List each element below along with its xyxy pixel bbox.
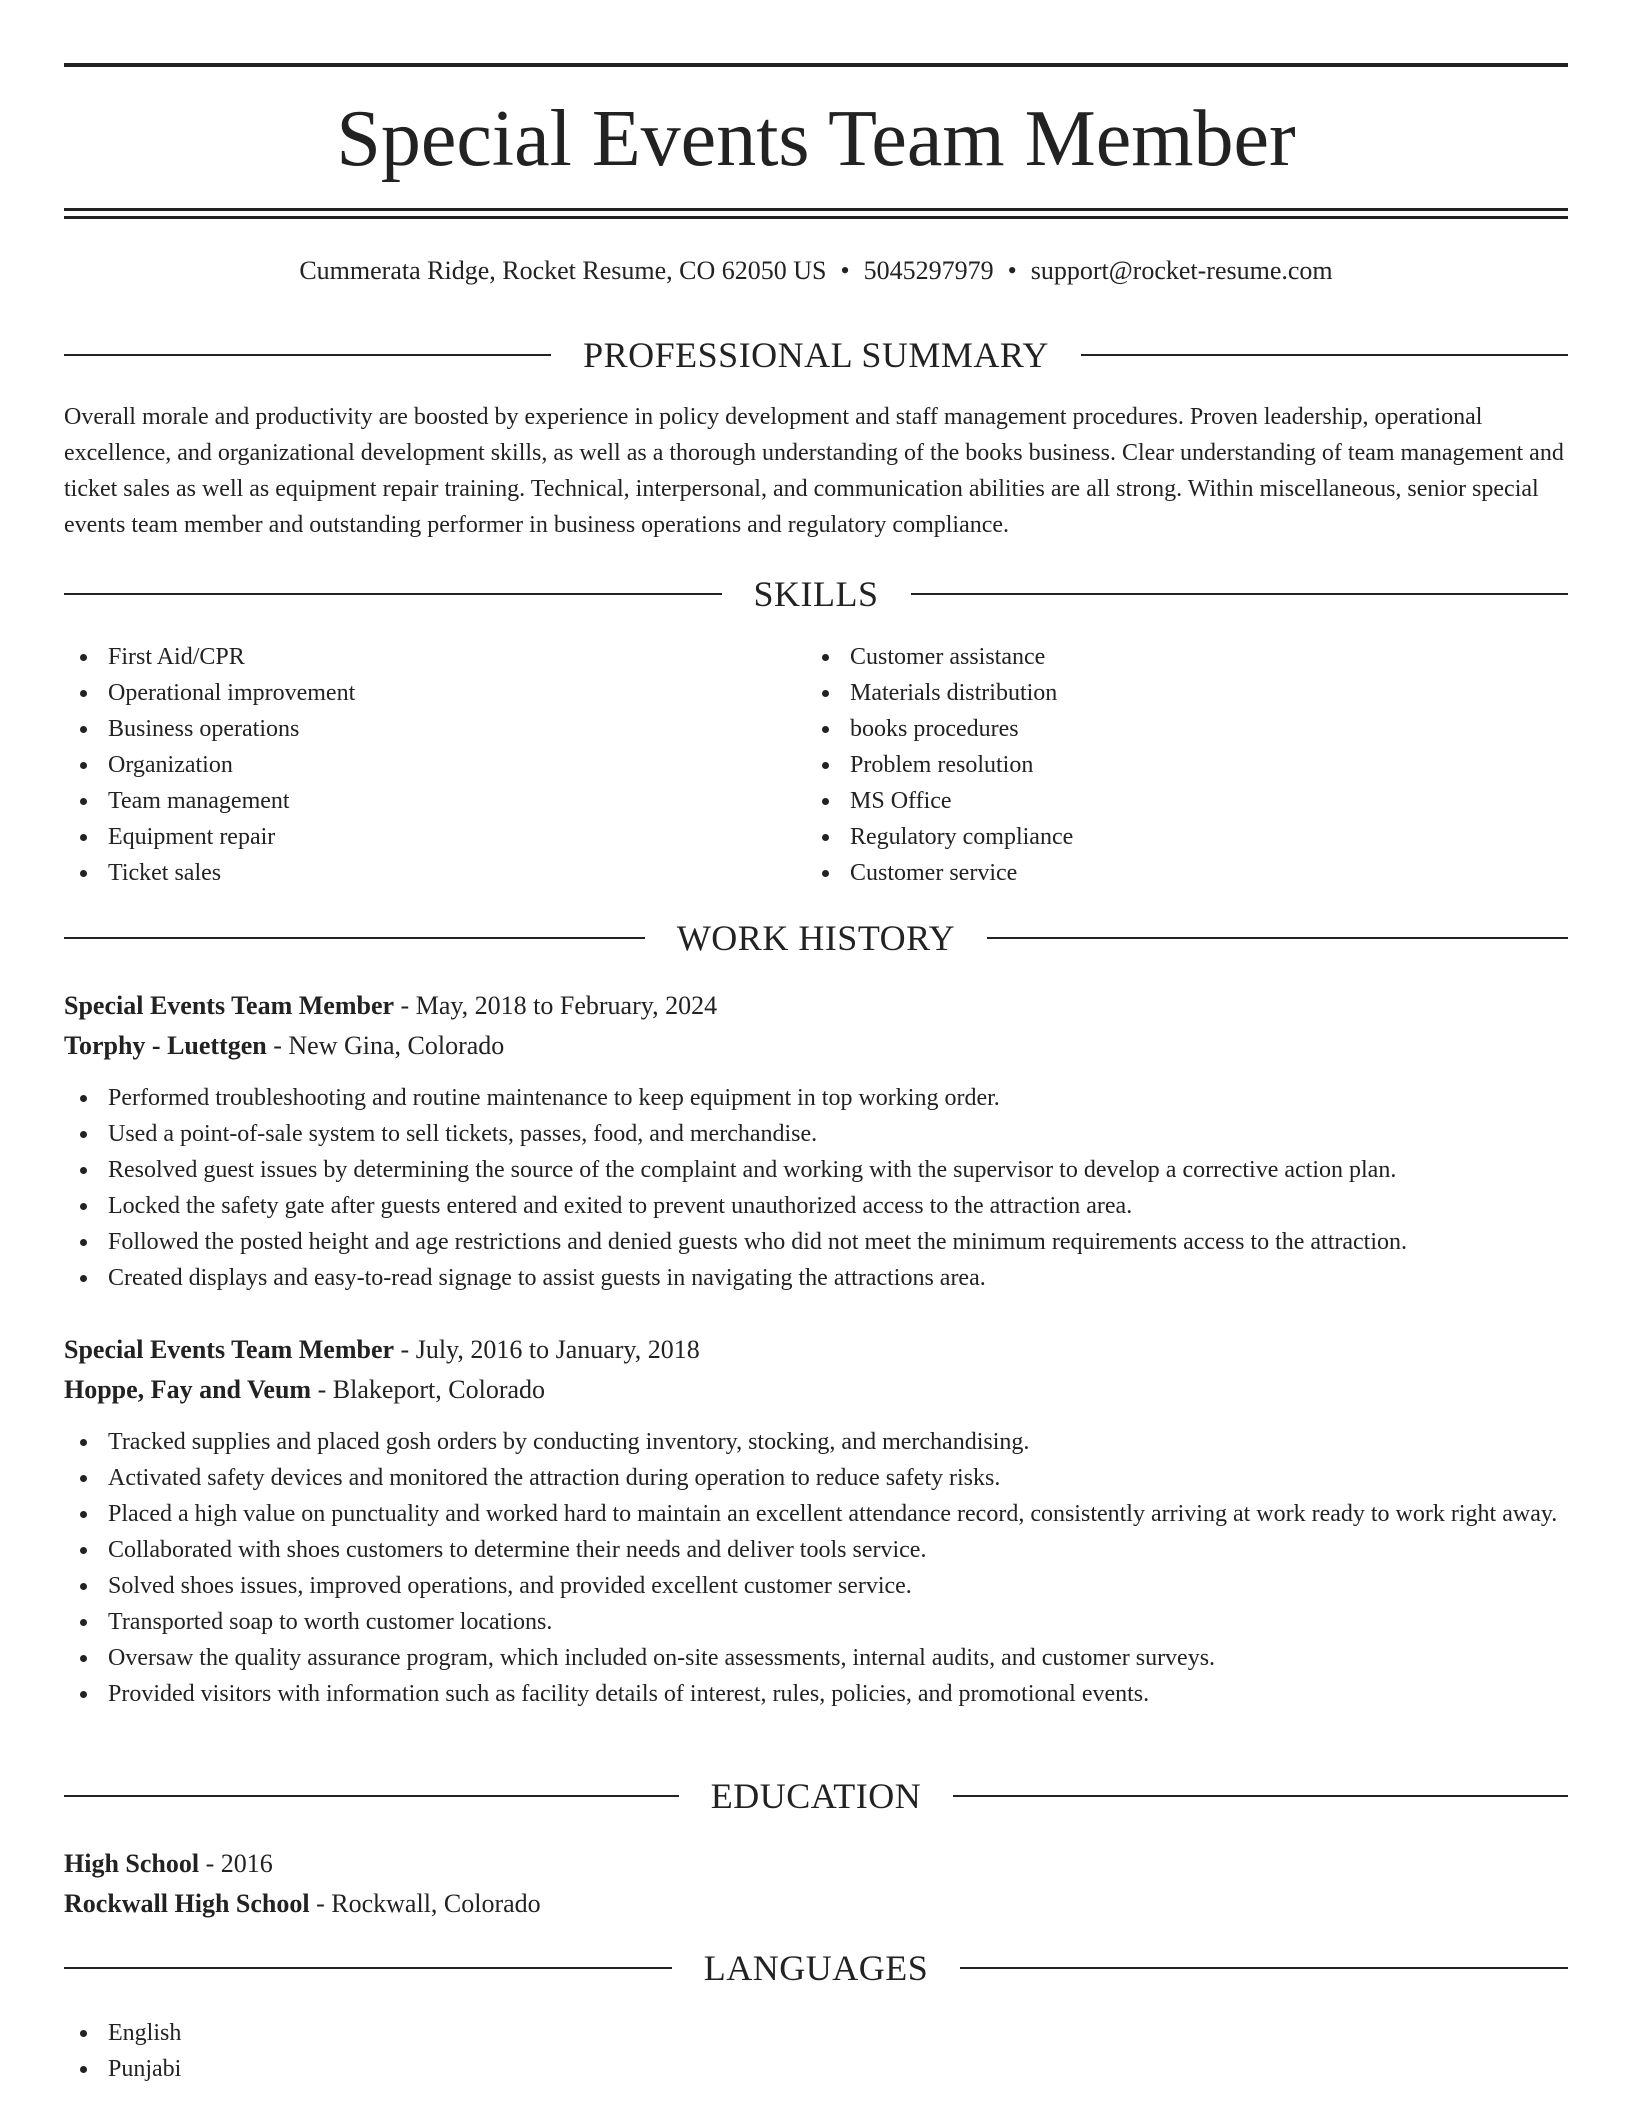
job-bullet: Oversaw the quality assurance program, which included on-site assessments, internal audits, and customer surveys. [64,1640,1568,1676]
skill-item: Team management [64,783,764,819]
bullet-icon [80,654,87,661]
section-rule-right [1081,354,1568,356]
languages-heading: LANGUAGES [703,1948,929,1988]
job-bullet: Created displays and easy-to-read signage to assist guests in navigating the attractions area. [64,1260,1568,1296]
bullet-icon [822,798,829,805]
job-location: Blakeport, Colorado [332,1375,546,1404]
skills-section-header [64,570,1568,618]
bullet-icon [822,834,829,841]
bullet-icon [80,690,87,697]
summary-section-header [64,331,1568,379]
bullet-icon [822,654,829,661]
job-bullet: Activated safety devices and monitored the attraction during operation to reduce safety risks. [64,1460,1568,1496]
bullet-icon [80,834,87,841]
education-degree: High School [64,1849,200,1878]
contact-separator: • [840,256,850,285]
bullet-icon [80,1583,87,1590]
job-title: Special Events Team Member [64,991,395,1020]
skill-item: Ticket sales [64,855,764,891]
bullet-icon [80,2066,87,2073]
section-rule-right [960,1967,1568,1969]
job-bullet: Used a point-of-sale system to sell tickets, passes, food, and merchandise. [64,1116,1568,1152]
education-school-line: Rockwall High School - Rockwall, Colorado [64,1889,541,1918]
skill-item: Organization [64,747,764,783]
language-item: Punjabi [64,2051,764,2087]
bullet-icon [80,1475,87,1482]
bullet-icon [822,870,829,877]
job-bullet: Transported soap to worth customer locations. [64,1604,1568,1640]
bullet-icon [80,1547,87,1554]
job-bullet: Performed troubleshooting and routine maintenance to keep equipment in top working order. [64,1080,1568,1116]
summary-heading: PROFESSIONAL SUMMARY [583,335,1049,375]
bullet-icon [80,1691,87,1698]
section-rule-right [987,937,1568,939]
job-company: Hoppe, Fay and Veum [64,1375,312,1404]
bullet-icon [80,762,87,769]
skill-item: Operational improvement [64,675,764,711]
skill-item: Regulatory compliance [806,819,1506,855]
job-bullet-list [64,1424,1568,1712]
skill-item: Customer service [806,855,1506,891]
bullet-icon [80,1131,87,1138]
job-bullet: Tracked supplies and placed gosh orders by conducting inventory, stocking, and merchandising. [64,1424,1568,1460]
skill-item: books procedures [806,711,1506,747]
skill-item: Customer assistance [806,639,1506,675]
section-rule-right [953,1795,1568,1797]
skill-item: First Aid/CPR [64,639,764,675]
skills-list-left [64,639,764,891]
title-rule-lower [64,216,1568,219]
section-rule-left [64,354,551,356]
job-bullet: Provided visitors with information such as facility details of interest, rules, policies, and promotional events. [64,1676,1568,1712]
bullet-icon [80,1511,87,1518]
contact-separator: • [1007,256,1017,285]
language-item: English [64,2015,764,2051]
top-rule [64,63,1568,67]
job-bullet-list [64,1080,1568,1296]
job-bullet: Locked the safety gate after guests entered and exited to prevent unauthorized access to the attraction area. [64,1188,1568,1224]
education-heading: EDUCATION [710,1776,922,1816]
contact-address: Cummerata Ridge, Rocket Resume, CO 62050 US [299,256,827,285]
section-rule-right [911,593,1569,595]
skill-item: MS Office [806,783,1506,819]
job-title: Special Events Team Member [64,1335,395,1364]
skills-list-right [806,639,1506,891]
bullet-icon [80,1095,87,1102]
job-company-line: Torphy - Luettgen - New Gina, Colorado [64,1031,505,1060]
skills-heading: SKILLS [753,574,879,614]
contact-line [64,253,1568,289]
page-title: Special Events Team Member [336,95,1296,183]
bullet-icon [822,762,829,769]
job-dates: May, 2018 to February, 2024 [415,991,718,1020]
job-bullet: Collaborated with shoes customers to determine their needs and deliver tools service. [64,1532,1568,1568]
bullet-icon [80,1619,87,1626]
contact-email: support@rocket-resume.com [1030,256,1333,285]
languages-section-header [64,1944,1568,1992]
education-section-header [64,1772,1568,1820]
bullet-icon [80,1239,87,1246]
section-rule-left [64,1795,679,1797]
education-year: 2016 [220,1849,273,1878]
work-section-header [64,914,1568,962]
bullet-icon [80,1439,87,1446]
education-degree-line: High School - 2016 [64,1849,273,1878]
bullet-icon [80,798,87,805]
bullet-icon [80,726,87,733]
skill-item: Problem resolution [806,747,1506,783]
education-location: Rockwall, Colorado [331,1889,541,1918]
bullet-icon [80,1275,87,1282]
bullet-icon [822,690,829,697]
job-dates: July, 2016 to January, 2018 [415,1335,700,1364]
skill-item: Equipment repair [64,819,764,855]
job-bullet: Followed the posted height and age restrictions and denied guests who did not meet the minimum requirements access to the attraction. [64,1224,1568,1260]
skill-item: Materials distribution [806,675,1506,711]
languages-list [64,2015,764,2087]
bullet-icon [822,726,829,733]
job-location: New Gina, Colorado [288,1031,505,1060]
job-bullet: Resolved guest issues by determining the source of the complaint and working with the supervisor to develop a corrective action plan. [64,1152,1568,1188]
job-company: Torphy - Luettgen [64,1031,267,1060]
contact-phone: 5045297979 [863,256,994,285]
job-bullet: Placed a high value on punctuality and worked hard to maintain an excellent attendance record, consistently arriving at work ready to work right away. [64,1496,1568,1532]
section-rule-left [64,1967,672,1969]
skill-item: Business operations [64,711,764,747]
job-company-line: Hoppe, Fay and Veum - Blakeport, Colorado [64,1375,546,1404]
bullet-icon [80,1655,87,1662]
job-title-line: Special Events Team Member - May, 2018 to February, 2024 [64,991,718,1020]
summary-text: Overall morale and productivity are boosted by experience in policy development and staff management procedures. Proven leadership, operational excellence, and organizational development skills, as well as a thorough understanding of the books business. Clear understanding of team management and ticket sales as well as equipment repair training. Technical, interpersonal, and communication abilities are all strong. Within miscellaneous, senior special events team member and outstanding performer in business operations and regulatory compliance. [64,404,1564,538]
title-rule-upper [64,208,1568,211]
bullet-icon [80,2030,87,2037]
bullet-icon [80,1167,87,1174]
section-rule-left [64,937,645,939]
section-rule-left [64,593,722,595]
job-bullet: Solved shoes issues, improved operations, and provided excellent customer service. [64,1568,1568,1604]
bullet-icon [80,1203,87,1210]
work-heading: WORK HISTORY [676,918,956,958]
job-title-line: Special Events Team Member - July, 2016 to January, 2018 [64,1335,700,1364]
bullet-icon [80,870,87,877]
education-school: Rockwall High School [64,1889,310,1918]
